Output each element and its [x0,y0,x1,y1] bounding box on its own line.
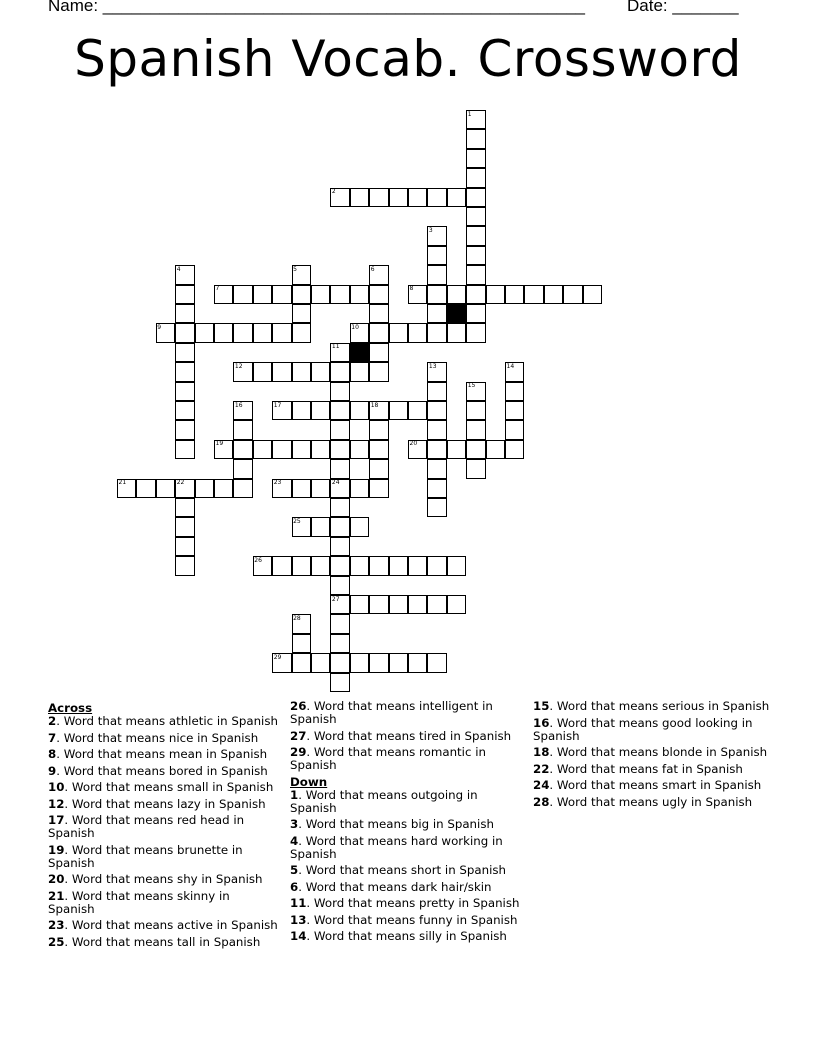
crossword-cell[interactable] [330,517,349,536]
across-clue: 17. Word that means red head in Spanish [48,813,245,840]
clue-number: 4 [176,265,181,273]
crossword-cell[interactable] [427,420,446,439]
crossword-cell[interactable] [369,440,388,459]
clue-number: 17 [273,401,282,409]
crossword-cell[interactable] [350,595,369,614]
crossword-cell[interactable] [175,382,194,401]
crossword-cell[interactable] [233,459,252,478]
crossword-cell[interactable] [389,323,408,342]
down-clue: 3. Word that means big in Spanish [290,817,494,831]
crossword-cell[interactable] [369,188,388,207]
down-clue: 6. Word that means dark hair/skin [290,879,492,894]
crossword-cell[interactable] [427,304,446,323]
black-square [350,343,369,362]
clue-number: 9 [157,323,162,331]
clue-number-label: 5 [290,863,299,877]
clue-number: 7 [215,285,220,293]
crossword-cell[interactable] [408,323,427,342]
clue-text: Word that means shy in Spanish [71,872,263,886]
clues-column-2 [290,700,522,947]
crossword-cell[interactable] [389,401,408,420]
crossword-cell[interactable] [253,323,272,342]
crossword-cell[interactable] [330,382,349,401]
down-clue: 11. Word that means pretty in Spanish [290,896,520,910]
clue-number-label: 4 [290,833,299,848]
down-clue: 16. Word that means good looking in Spanish [533,715,753,743]
crossword-cell[interactable] [389,188,408,207]
crossword-cell[interactable] [447,556,466,575]
crossword-cell[interactable] [389,595,408,614]
clue-text: Word that means red head in Spanish [48,813,245,840]
crossword-cell[interactable] [408,556,427,575]
crossword-cell[interactable] [272,362,291,381]
crossword-cell[interactable] [311,440,330,459]
clue-number-label: 9 [48,763,57,778]
crossword-cell[interactable] [175,323,194,342]
crossword-cell[interactable] [505,285,524,304]
clue-number-label: 3 [290,817,299,831]
crossword-cell[interactable] [330,440,349,459]
clue-text: Word that means ugly in Spanish [556,794,753,809]
crossword-cell[interactable] [175,285,194,304]
down-clue: 15. Word that means serious in Spanish [533,699,770,713]
crossword-cell[interactable] [350,188,369,207]
clue-number-label: 12 [48,796,65,811]
crossword-cell[interactable] [292,440,311,459]
crossword-cell[interactable] [330,362,349,381]
crossword-cell[interactable] [466,323,485,342]
crossword-cell[interactable] [292,556,311,575]
clue-text: Word that means athletic in Spanish [63,714,278,728]
crossword-cell[interactable] [233,285,252,304]
crossword-cell[interactable] [427,265,446,284]
crossword-cell[interactable] [272,556,291,575]
crossword-cell[interactable] [466,401,485,420]
crossword-cell[interactable] [466,420,485,439]
crossword-cell[interactable] [466,459,485,478]
crossword-cell[interactable] [466,265,485,284]
page-title: Spanish Vocab. Crossword [74,30,742,88]
clue-number: 15 [467,382,476,390]
crossword-cell[interactable] [466,285,485,304]
crossword-cell[interactable] [233,323,252,342]
clue-number: 11 [331,343,340,351]
clue-number-label: 14 [290,929,307,943]
crossword-cell[interactable] [524,285,543,304]
clue-text: Word that means big in Spanish [305,817,494,831]
crossword-cell[interactable] [486,285,505,304]
crossword-cell[interactable] [253,285,272,304]
crossword-cell[interactable] [253,362,272,381]
clue-number-label: 15 [533,699,550,713]
crossword-cell[interactable] [330,401,349,420]
crossword-cell[interactable] [369,285,388,304]
clue-text: Word that means nice in Spanish [63,730,259,745]
crossword-cell[interactable] [583,285,602,304]
crossword-cell[interactable] [272,285,291,304]
clue-number: 29 [273,653,282,661]
crossword-cell[interactable] [408,188,427,207]
crossword-cell[interactable] [369,343,388,362]
across-clue: 21. Word that means skinny in Spanish [48,888,230,916]
crossword-cell[interactable] [175,304,194,323]
crossword-cell[interactable] [330,556,349,575]
clue-text: Word that means lazy in Spanish [71,796,266,811]
clue-number-label: 25 [48,934,65,949]
clue-text: Word that means active in Spanish [71,918,278,932]
crossword-cell[interactable] [466,188,485,207]
across-clue: 2. Word that means athletic in Spanish [48,714,278,728]
clue-number-label: 7 [48,730,57,745]
down-heading: Down [290,774,328,789]
crossword-cell[interactable] [486,440,505,459]
crossword-cell[interactable] [233,440,252,459]
clue-number: 5 [293,265,297,273]
crossword-cell[interactable] [427,595,446,614]
crossword-cell[interactable] [292,401,311,420]
crossword-cell[interactable] [447,285,466,304]
crossword-cell[interactable] [427,440,446,459]
crossword-cell[interactable] [466,226,485,245]
clue-number-label: 19 [48,842,65,857]
clue-text: Word that means short in Spanish [305,863,507,877]
crossword-cell[interactable] [195,479,214,498]
clue-number-label: 29 [290,745,307,759]
down-clue: 13. Word that means funny in Spanish [290,912,518,927]
crossword-cell[interactable] [427,653,446,672]
clue-number: 8 [409,285,414,293]
clue-text: Word that means mean in Spanish [63,747,268,761]
crossword-cell[interactable] [466,246,485,265]
crossword-cell[interactable] [214,479,233,498]
clue-text: Word that means skinny in Spanish [48,888,230,916]
crossword-cell[interactable] [466,129,485,148]
crossword-cell[interactable] [272,440,291,459]
across-clue: 7. Word that means nice in Spanish [48,730,259,745]
clue-number: 28 [293,614,301,622]
crossword-cell[interactable] [175,362,194,381]
clue-text: Word that means fat in Spanish [556,761,743,776]
clue-number: 21 [118,479,127,487]
clue-number: 20 [409,440,418,448]
crossword-cell[interactable] [427,323,446,342]
clue-text: Word that means silly in Spanish [313,929,507,943]
crossword-cell[interactable] [330,498,349,517]
clue-number: 13 [428,362,437,370]
crossword-cell[interactable] [466,440,485,459]
crossword-cell[interactable] [292,479,311,498]
across-clue: 23. Word that means active in Spanish [48,918,278,932]
crossword-cell[interactable] [253,440,272,459]
crossword-cell[interactable] [175,537,194,556]
clue-number-label: 24 [533,778,550,792]
crossword-cell[interactable] [369,556,388,575]
crossword-cell[interactable] [427,188,446,207]
clue-number-label: 22 [533,761,550,776]
crossword-cell[interactable] [136,479,155,498]
crossword-cell[interactable] [505,420,524,439]
clue-number: 27 [331,595,340,603]
clue-text: Word that means hard working in Spanish [290,833,503,861]
crossword-cell[interactable] [330,285,349,304]
across-clue: 10. Word that means small in Spanish [48,780,274,794]
crossword-cell[interactable] [427,498,446,517]
crossword-cell[interactable] [292,323,311,342]
down-clue: 5. Word that means short in Spanish [290,863,507,877]
crossword-cell[interactable] [369,323,388,342]
clue-number: 10 [351,323,359,331]
crossword-cell[interactable] [505,382,524,401]
down-clue: 22. Word that means fat in Spanish [533,761,743,776]
clue-number: 18 [370,401,379,409]
date-field-label: Date: _______ [627,0,739,15]
clue-number-label: 20 [48,872,65,886]
crossword-cell[interactable] [350,401,369,420]
clue-text: Word that means brunette in Spanish [48,842,243,870]
clue-number: 6 [370,265,375,273]
clue-number-label: 18 [533,745,550,759]
crossword-cell[interactable] [233,479,252,498]
crossword-cell[interactable] [466,168,485,187]
clue-number-label: 8 [48,747,57,761]
clue-number: 3 [428,226,433,234]
black-square [447,304,466,323]
crossword-cell[interactable] [175,343,194,362]
clue-text: Word that means romantic in Spanish [290,745,486,772]
crossword-cell[interactable] [427,479,446,498]
name-field-label: Name: ___________________________________________________ [48,0,585,15]
clue-number: 16 [234,401,243,409]
across-clue: 8. Word that means mean in Spanish [48,747,268,761]
clue-text: Word that means dark hair/skin [305,879,492,894]
crossword-cell[interactable] [505,440,524,459]
clue-number-label: 21 [48,888,65,903]
crossword-cell[interactable] [447,323,466,342]
clue-number: 12 [234,362,243,370]
clue-number: 19 [215,440,224,448]
clue-text: Word that means blonde in Spanish [556,745,768,759]
clue-text: Word that means good looking in Spanish [533,715,753,743]
crossword-cell[interactable] [408,653,427,672]
crossword-cell[interactable] [330,634,349,653]
crossword-cell[interactable] [427,459,446,478]
crossword-cell[interactable] [350,653,369,672]
across-clue: 27. Word that means tired in Spanish [290,728,512,743]
down-clue: 18. Word that means blonde in Spanish [533,745,768,759]
crossword-cell[interactable] [369,304,388,323]
clues-column-3 [533,700,773,812]
clue-number-label: 6 [290,879,299,894]
crossword-cell[interactable] [369,595,388,614]
crossword-cell[interactable] [195,323,214,342]
crossword-cell[interactable] [330,614,349,633]
crossword-cell[interactable] [369,420,388,439]
clue-number-label: 27 [290,728,307,743]
clue-number: 25 [293,517,301,525]
crossword-cell[interactable] [330,537,349,556]
clue-text: Word that means serious in Spanish [556,699,770,713]
crossword-cell[interactable] [292,653,311,672]
clue-number: 24 [331,479,340,487]
crossword-cell[interactable] [466,207,485,226]
crossword-cell[interactable] [175,498,194,517]
crossword-cell[interactable] [427,246,446,265]
crossword-cell[interactable] [330,459,349,478]
crossword-cell[interactable] [350,517,369,536]
crossword-cell[interactable] [369,459,388,478]
crossword-cell[interactable] [311,401,330,420]
crossword-cell[interactable] [427,401,446,420]
crossword-cell[interactable] [408,595,427,614]
clue-number-label: 10 [48,780,65,794]
crossword-cell[interactable] [427,285,446,304]
clue-number-label: 23 [48,918,65,932]
clue-number: 23 [273,479,282,487]
crossword-cell[interactable] [389,556,408,575]
crossword-cell[interactable] [311,517,330,536]
crossword-cell[interactable] [330,653,349,672]
crossword-cell[interactable] [311,362,330,381]
crossword-cell[interactable] [311,556,330,575]
crossword-cell[interactable] [311,285,330,304]
crossword-cell[interactable] [311,653,330,672]
clue-number-label: 1 [290,787,299,802]
across-heading: Across [48,701,93,715]
crossword-cell[interactable] [175,517,194,536]
across-clue: 25. Word that means tall in Spanish [48,934,261,949]
clue-text: Word that means tall in Spanish [71,934,261,949]
crossword-cell[interactable] [330,673,349,692]
crossword-cell[interactable] [447,595,466,614]
crossword-cell[interactable] [350,285,369,304]
across-clue: 29. Word that means romantic in Spanish [290,745,486,772]
clue-number: 26 [254,556,262,564]
crossword-cell[interactable] [350,440,369,459]
crossword-cell[interactable] [350,556,369,575]
clue-text: Word that means outgoing in Spanish [290,787,478,815]
clue-number-label: 13 [290,912,307,927]
crossword-cell[interactable] [389,653,408,672]
crossword-cell[interactable] [408,401,427,420]
crossword-cell[interactable] [466,304,485,323]
crossword-cell[interactable] [447,440,466,459]
clue-number: 1 [467,110,472,118]
crossword-cell[interactable] [563,285,582,304]
crossword-cell[interactable] [311,479,330,498]
crossword-cell[interactable] [427,382,446,401]
crossword-cell[interactable] [233,420,252,439]
clue-number-label: 2 [48,714,57,728]
down-clue: 28. Word that means ugly in Spanish [533,794,753,809]
crossword-cell[interactable] [544,285,563,304]
crossword-cell[interactable] [427,556,446,575]
crossword-cell[interactable] [292,362,311,381]
crossword-cell[interactable] [330,420,349,439]
clue-number-label: 11 [290,896,307,910]
clue-text: Word that means pretty in Spanish [313,896,520,910]
clue-text: Word that means funny in Spanish [313,912,518,927]
crossword-cell[interactable] [369,653,388,672]
down-clue: 1. Word that means outgoing in Spanish [290,787,478,815]
crossword-cell[interactable] [369,479,388,498]
clue-number-label: 28 [533,794,550,809]
across-clue: 12. Word that means lazy in Spanish [48,796,266,811]
clue-number-label: 17 [48,813,65,827]
crossword-cell[interactable] [175,420,194,439]
clue-number: 22 [176,479,185,487]
clue-text: Word that means tired in Spanish [313,728,512,743]
crossword-cell[interactable] [447,188,466,207]
across-clue: 9. Word that means bored in Spanish [48,763,268,778]
crossword-cell[interactable] [156,479,175,498]
clue-text: Word that means smart in Spanish [556,778,762,792]
down-clue: 14. Word that means silly in Spanish [290,929,507,943]
crossword-cell[interactable] [175,556,194,575]
clue-text: Word that means intelligent in Spanish [290,699,493,726]
crossword-cell[interactable] [292,634,311,653]
down-clue: 24. Word that means smart in Spanish [533,778,762,792]
crossword-cell[interactable] [175,401,194,420]
clue-text: Word that means small in Spanish [71,780,274,794]
clue-number-label: 26 [290,699,307,713]
crossword-cell[interactable] [292,304,311,323]
crossword-cell[interactable] [175,440,194,459]
clue-text: Word that means bored in Spanish [63,763,268,778]
down-clue: 4. Word that means hard working in Spanish [290,833,503,861]
clue-number: 2 [331,188,336,196]
crossword-cell[interactable] [505,401,524,420]
crossword-cell[interactable] [350,362,369,381]
crossword-cell[interactable] [214,323,233,342]
crossword-cell[interactable] [369,362,388,381]
crossword-cell[interactable] [466,149,485,168]
crossword-cell[interactable] [272,323,291,342]
crossword-cell[interactable] [292,285,311,304]
clue-number: 14 [506,362,515,370]
clues-column-1 [48,700,280,952]
crossword-cell[interactable] [350,479,369,498]
clue-number-label: 16 [533,715,550,730]
across-clue: 26. Word that means intelligent in Spanish [290,699,493,726]
across-clue: 19. Word that means brunette in Spanish [48,842,243,870]
crossword-cell[interactable] [330,576,349,595]
across-clue: 20. Word that means shy in Spanish [48,872,263,886]
